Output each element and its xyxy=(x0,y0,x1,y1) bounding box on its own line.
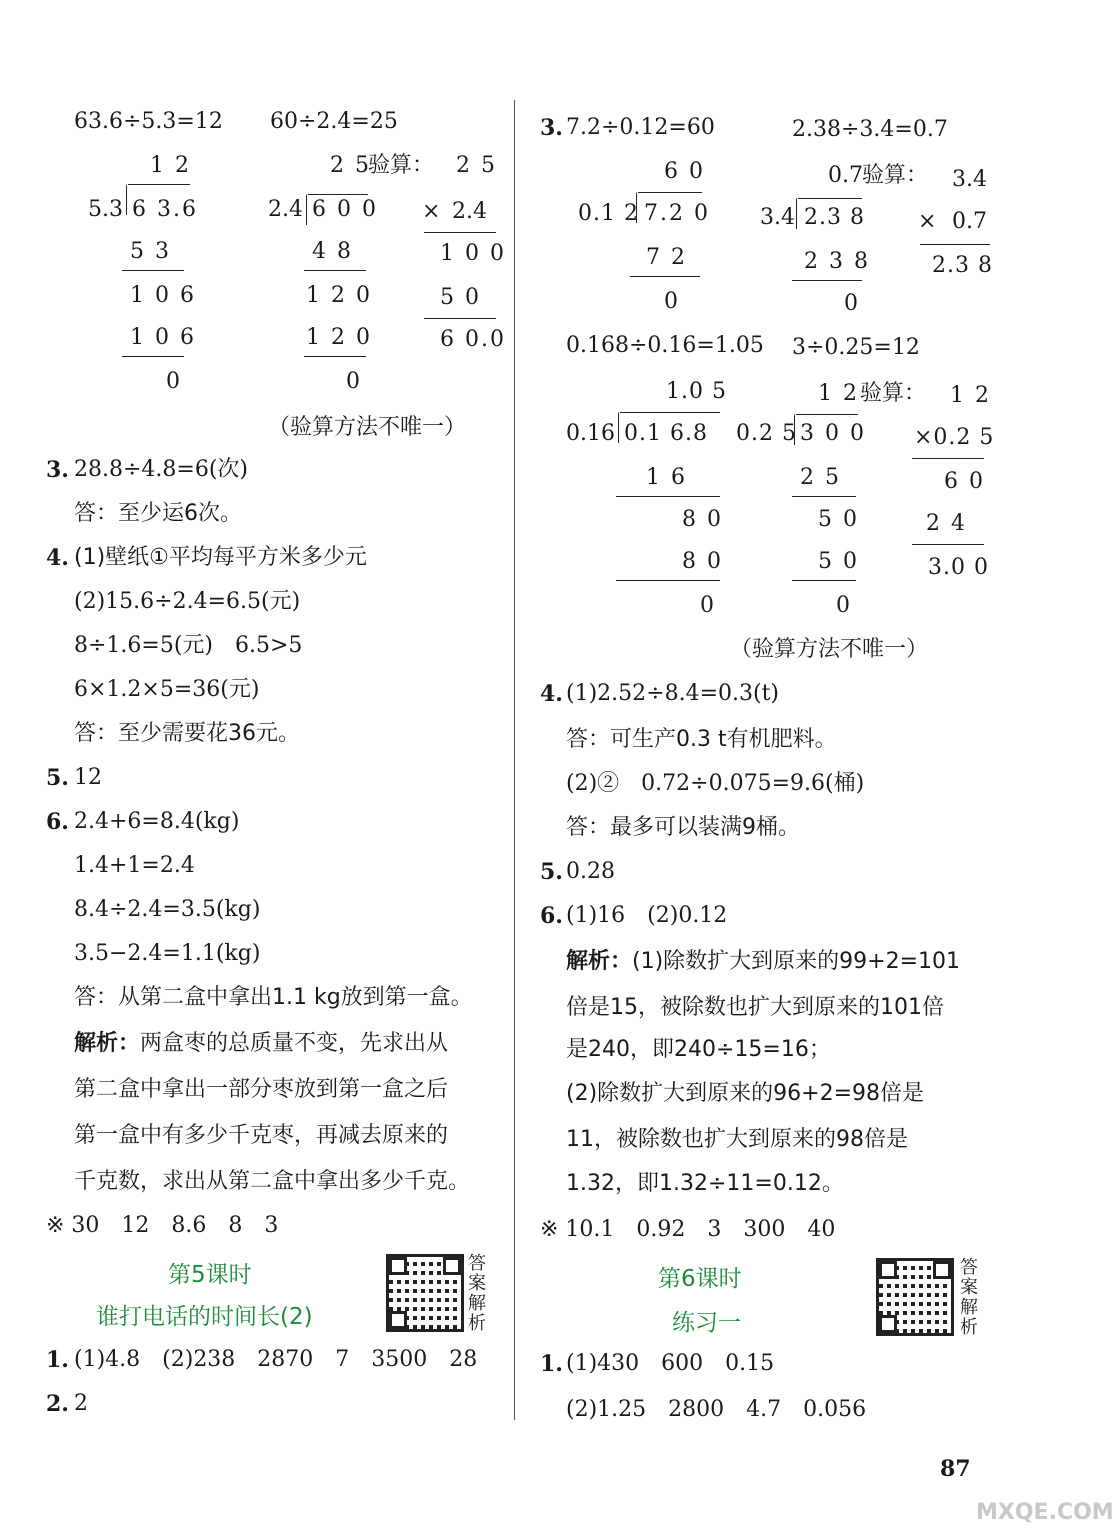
divisor: 5.3 xyxy=(88,197,123,222)
explanation-line: 倍是15，被除数也扩大到原来的101倍 xyxy=(566,995,944,1020)
question-number: 3. xyxy=(540,115,563,141)
partial-product: 1 0 0 xyxy=(440,241,506,266)
subtrahend: 1 0 6 xyxy=(130,325,196,350)
answer-line: (2)15.6÷2.4=6.5(元) xyxy=(74,589,301,614)
explanation-line: 11，被除数也扩大到原来的98倍是 xyxy=(566,1127,908,1152)
remainder: 1 0 6 xyxy=(130,283,196,308)
dividend: 3 0 0 xyxy=(800,421,866,446)
answer-line: 2 xyxy=(74,1391,88,1416)
quotient: 2 5 xyxy=(330,153,371,178)
subtrahend: 4 8 xyxy=(312,239,353,264)
check-label: 验算： xyxy=(860,381,927,406)
check-label: 验算： xyxy=(862,163,929,188)
quotient: 1 2 xyxy=(150,153,191,178)
qr-label: 答案解析 xyxy=(468,1253,486,1334)
remainder: 0 xyxy=(700,593,714,618)
explanation-line: 第二盒中拿出一部分枣放到第一盒之后 xyxy=(74,1077,449,1102)
divisor: 2.4 xyxy=(268,197,303,222)
multiplier: ×0.2 5 xyxy=(914,425,995,450)
check-label: 验算： xyxy=(368,153,435,178)
lesson-heading: 第6课时 xyxy=(658,1266,742,1292)
remainder: 0 xyxy=(346,369,360,394)
quotient: 6 0 xyxy=(664,159,705,184)
extra-answers: ※ 30 12 8.6 8 3 xyxy=(46,1213,279,1238)
lesson-title: 练习一 xyxy=(672,1310,741,1336)
quotient: 1.0 5 xyxy=(666,379,727,404)
multiplier: 0.7 xyxy=(952,209,987,234)
divisor: 0.2 5 xyxy=(736,421,797,446)
partial-product: 2 4 xyxy=(926,511,967,536)
remainder: 0 xyxy=(166,369,180,394)
partial-product: 5 0 xyxy=(440,285,481,310)
subtrahend: 5 3 xyxy=(130,239,171,264)
answer-line: (1)2.52÷8.4=0.3(t) xyxy=(566,681,779,706)
remainder: 1 2 0 xyxy=(306,283,372,308)
answer-line: (1)16 (2)0.12 xyxy=(566,903,728,928)
check-top: 1 2 xyxy=(950,383,991,408)
answer-line: 6×1.2×5=36(元) xyxy=(74,677,260,702)
equation: 0.168÷0.16=1.05 xyxy=(566,333,764,358)
answer-line: 8÷1.6=5(元) 6.5>5 xyxy=(74,633,303,658)
answer-line: (1)壁纸①平均每平方米多少元 xyxy=(74,545,367,570)
subtrahend: 2 3 8 xyxy=(804,249,870,274)
question-number: 6. xyxy=(46,809,69,835)
explanation-line: 解析：两盒枣的总质量不变，先求出从 xyxy=(74,1031,449,1056)
explanation-line: (2)除数扩大到原来的96+2=98倍是 xyxy=(566,1081,925,1106)
explanation-label: 解析： xyxy=(566,949,633,974)
answer-line: 3.5−2.4=1.1(kg) xyxy=(74,941,261,966)
question-number: 5. xyxy=(46,765,69,791)
answer-line: 28.8÷4.8=6(次) xyxy=(74,457,249,482)
check-result: 6 0.0 xyxy=(440,327,506,352)
remainder: 0 xyxy=(664,289,678,314)
answer-line: 1.4+1=2.4 xyxy=(74,853,195,878)
watermark: MXQE.COM xyxy=(976,1500,1114,1525)
answer-line: 答：可生产0.3 t有机肥料。 xyxy=(566,727,837,752)
multiplier: 2.4 xyxy=(452,199,487,224)
equation: 3÷0.25=12 xyxy=(792,335,920,360)
question-number: 3. xyxy=(46,457,69,483)
question-number: 6. xyxy=(540,903,563,929)
remainder: 0 xyxy=(844,291,858,316)
partial-product: 6 0 xyxy=(944,469,985,494)
answer-line: 答：从第二盒中拿出1.1 kg放到第一盒。 xyxy=(74,985,473,1010)
subtrahend: 1 6 xyxy=(646,465,687,490)
check-top: 2 5 xyxy=(456,153,497,178)
question-number: 2. xyxy=(46,1391,69,1417)
divisor: 0.1 2 xyxy=(578,201,639,226)
explanation-line: 是240，即240÷15=16； xyxy=(566,1037,831,1062)
lesson-heading: 第5课时 xyxy=(168,1262,252,1288)
subtrahend: 5 0 xyxy=(818,549,859,574)
note: （验算方法不唯一） xyxy=(730,637,929,662)
answer-line: 12 xyxy=(74,765,102,790)
divisor: 0.16 xyxy=(566,421,615,446)
answer-line: (1)4.8 (2)238 2870 7 3500 28 xyxy=(74,1347,478,1372)
equation: 2.38÷3.4=0.7 xyxy=(792,117,948,142)
answer-line: (1)430 600 0.15 xyxy=(566,1351,775,1376)
answer-line: 答：至少运6次。 xyxy=(74,501,242,526)
equation: 7.2÷0.12=60 xyxy=(566,115,715,140)
explanation-line: 千克数，求出从第二盒中拿出多少千克。 xyxy=(74,1169,471,1194)
explanation-line: 第一盒中有多少千克枣，再减去原来的 xyxy=(74,1123,449,1148)
answer-line: (2)1.25 2800 4.7 0.056 xyxy=(566,1397,867,1422)
question-number: 4. xyxy=(46,545,69,571)
dividend: 6 0 0 xyxy=(312,197,378,222)
quotient: 0.7 xyxy=(828,163,863,188)
explanation-label: 解析： xyxy=(74,1031,141,1056)
remainder: 0 xyxy=(836,593,850,618)
column-separator xyxy=(514,100,515,1420)
dividend: 6 3.6 xyxy=(132,197,198,222)
answer-line: 8.4÷2.4=3.5(kg) xyxy=(74,897,261,922)
remainder: 8 0 xyxy=(682,507,723,532)
equation: 63.6÷5.3=12 xyxy=(74,109,223,134)
extra-answers: ※ 10.1 0.92 3 300 40 xyxy=(540,1217,836,1242)
lesson-title: 谁打电话的时间长(2) xyxy=(96,1304,313,1330)
times-sign: × xyxy=(422,199,441,224)
times-sign: × xyxy=(918,209,937,234)
explanation-line: 1.32，即1.32÷11=0.12。 xyxy=(566,1171,844,1196)
equation: 60÷2.4=25 xyxy=(270,109,398,134)
dividend: 7.2 0 xyxy=(644,201,710,226)
remainder: 5 0 xyxy=(818,507,859,532)
qr-code-icon[interactable] xyxy=(386,1254,464,1332)
note: （验算方法不唯一） xyxy=(268,415,467,440)
qr-code-icon[interactable] xyxy=(876,1258,954,1336)
question-number: 1. xyxy=(46,1347,69,1373)
page-number: 87 xyxy=(940,1456,971,1482)
qr-label: 答案解析 xyxy=(960,1257,978,1338)
check-result: 2.3 8 xyxy=(932,253,993,278)
check-top: 3.4 xyxy=(952,167,987,192)
dividend: 2.3 8 xyxy=(804,205,865,230)
subtrahend: 1 2 0 xyxy=(306,325,372,350)
check-result: 3.0 0 xyxy=(928,555,989,580)
quotient: 1 2 xyxy=(818,381,859,406)
answer-line: 2.4+6=8.4(kg) xyxy=(74,809,240,834)
answer-line: (2)② 0.72÷0.075=9.6(桶) xyxy=(566,771,865,796)
subtrahend: 7 2 xyxy=(646,245,687,270)
subtrahend: 2 5 xyxy=(800,465,841,490)
answer-line: 答：最多可以装满9桶。 xyxy=(566,815,800,840)
question-number: 4. xyxy=(540,681,563,707)
subtrahend: 8 0 xyxy=(682,549,723,574)
answer-line: 0.28 xyxy=(566,859,615,884)
question-number: 1. xyxy=(540,1351,563,1377)
explanation-line: 解析：(1)除数扩大到原来的99+2=101 xyxy=(566,949,961,974)
divisor: 3.4 xyxy=(760,205,795,230)
question-number: 5. xyxy=(540,859,563,885)
dividend: 0.1 6.8 xyxy=(624,421,708,446)
answer-line: 答：至少需要花36元。 xyxy=(74,721,300,746)
